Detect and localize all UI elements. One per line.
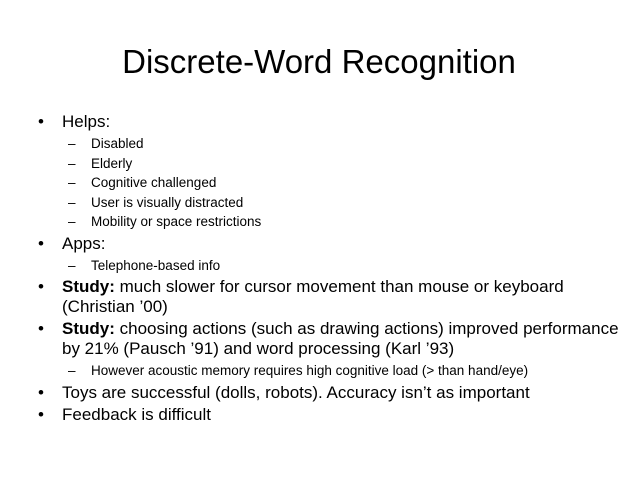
sub-bullet-text: User is visually distracted bbox=[91, 194, 244, 210]
bullet-study-actions bbox=[36, 319, 626, 359]
bullet-text: much slower for cursor movement than mouse or keyboard (Christian ’00) bbox=[62, 277, 564, 316]
dash-icon: – bbox=[68, 175, 76, 190]
sub-bullet-text: However acoustic memory requires high cognitive load (> than hand/eye) bbox=[91, 363, 529, 378]
bullet-dot-icon: • bbox=[38, 404, 44, 424]
study-actions-sublist bbox=[36, 361, 626, 381]
sub-bullet-text: Telephone-based info bbox=[91, 257, 221, 273]
bullet-dot-icon: • bbox=[38, 382, 44, 402]
sub-bullet-text: Cognitive challenged bbox=[91, 175, 217, 190]
bullet-dot-icon: • bbox=[38, 112, 44, 131]
bullet-apps bbox=[36, 234, 626, 254]
apps-sublist bbox=[36, 256, 626, 276]
slide-title: Discrete-Word Recognition bbox=[122, 43, 516, 80]
dash-icon: – bbox=[68, 155, 76, 171]
sub-bullet bbox=[36, 256, 626, 276]
sub-bullet bbox=[36, 134, 626, 154]
helps-sublist bbox=[36, 134, 626, 232]
dash-icon: – bbox=[68, 136, 76, 151]
bullet-dot-icon: • bbox=[38, 319, 44, 338]
dash-icon: – bbox=[68, 363, 76, 378]
bullet-list bbox=[36, 112, 626, 427]
bullet-lead: Study: bbox=[62, 319, 115, 338]
dash-icon: – bbox=[68, 257, 76, 273]
bullet-lead: Study: bbox=[62, 277, 115, 296]
dash-icon: – bbox=[68, 214, 76, 229]
bullet-dot-icon: • bbox=[38, 277, 44, 296]
sub-bullet bbox=[36, 193, 626, 213]
sub-bullet bbox=[36, 154, 626, 174]
bullet-study-cursor bbox=[36, 277, 626, 317]
sub-bullet-text: Disabled bbox=[91, 136, 144, 151]
sub-bullet bbox=[36, 212, 626, 232]
bullet-text: Helps: bbox=[62, 112, 111, 131]
bullet-text: Toys are successful (dolls, robots). Accuracy isn’t as important bbox=[62, 382, 530, 402]
dash-icon: – bbox=[68, 194, 76, 210]
bullet-helps bbox=[36, 112, 626, 132]
sub-bullet-text: Elderly bbox=[91, 155, 133, 171]
bullet-feedback bbox=[36, 405, 626, 425]
bullet-text: choosing actions (such as drawing actions) improved performance by 21% (Pausch ’91) and word processing (Karl ’93) bbox=[62, 319, 619, 358]
bullet-toys bbox=[36, 383, 626, 403]
bullet-text: Feedback is difficult bbox=[62, 404, 211, 424]
bullet-dot-icon: • bbox=[38, 233, 44, 253]
sub-bullet-text: Mobility or space restrictions bbox=[91, 214, 262, 229]
sub-bullet bbox=[36, 173, 626, 193]
bullet-text: Apps: bbox=[62, 233, 106, 253]
sub-bullet bbox=[36, 361, 626, 381]
